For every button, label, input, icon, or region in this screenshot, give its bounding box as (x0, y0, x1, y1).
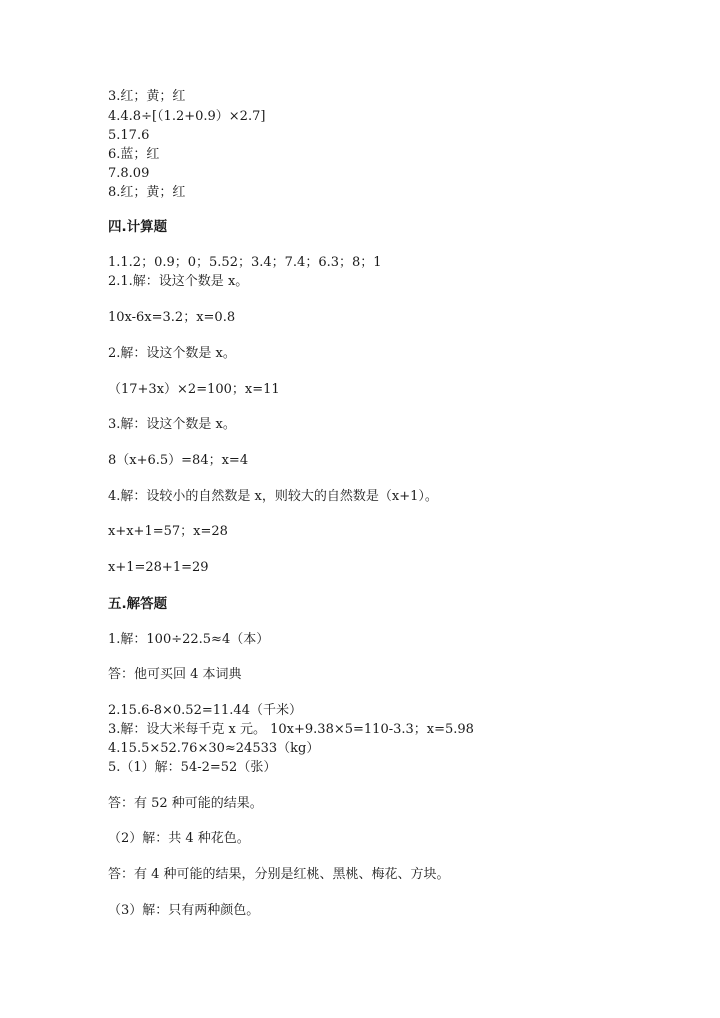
solution-5-2: （2）解：共 4 种花色。 (108, 831, 250, 846)
calc-equation-2-2: （17+3x）×2=100；x=11 (108, 382, 280, 397)
calc-equation-2-4b: x+1=28+1=29 (108, 560, 209, 575)
solution-4: 4.15.5×52.76×30≈24533（kg） (108, 741, 320, 756)
solution-5-1: 5.（1）解：54-2=52（张） (108, 760, 277, 775)
answer-line-6: 6.蓝；红 (108, 147, 160, 162)
solution-1: 1.解：100÷22.5≈4（本） (108, 632, 270, 647)
calc-equation-2-3: 8（x+6.5）=84；x=4 (108, 453, 249, 468)
section-heading-solutions: 五.解答题 (108, 596, 168, 612)
solution-1-answer: 答：他可买回 4 本词典 (108, 667, 242, 682)
calc-answer-1: 1.1.2；0.9；0；5.52；3.4；7.4；6.3；8；1 (108, 255, 382, 270)
answer-line-8: 8.红；黄；红 (108, 185, 186, 200)
calc-answer-2-3: 3.解：设这个数是 x。 (108, 417, 236, 432)
calc-answer-2-1: 2.1.解：设这个数是 x。 (108, 274, 249, 289)
answer-line-7: 7.8.09 (108, 166, 150, 181)
section-heading-calculation: 四.计算题 (108, 219, 168, 235)
solution-2: 2.15.6-8×0.52=11.44（千米） (108, 703, 302, 718)
solution-5-3: （3）解：只有两种颜色。 (108, 903, 260, 918)
calc-answer-2-4: 4.解：设较小的自然数是 x，则较大的自然数是（x+1）。 (108, 489, 438, 504)
answer-line-4: 4.4.8÷[（1.2+0.9）×2.7] (108, 109, 266, 124)
solution-5-1-answer: 答：有 52 种可能的结果。 (108, 796, 263, 811)
solution-3: 3.解：设大米每千克 x 元。 10x+9.38×5=110-3.3；x=5.98 (108, 722, 474, 737)
calc-equation-2-1: 10x-6x=3.2；x=0.8 (108, 310, 236, 325)
calc-answer-2-2: 2.解：设这个数是 x。 (108, 346, 236, 361)
solution-5-2-answer: 答：有 4 种可能的结果，分别是红桃、黑桃、梅花、方块。 (108, 867, 450, 882)
answer-line-5: 5.17.6 (108, 128, 150, 143)
answer-line-3: 3.红；黄；红 (108, 89, 186, 104)
calc-equation-2-4a: x+x+1=57；x=28 (108, 524, 228, 539)
